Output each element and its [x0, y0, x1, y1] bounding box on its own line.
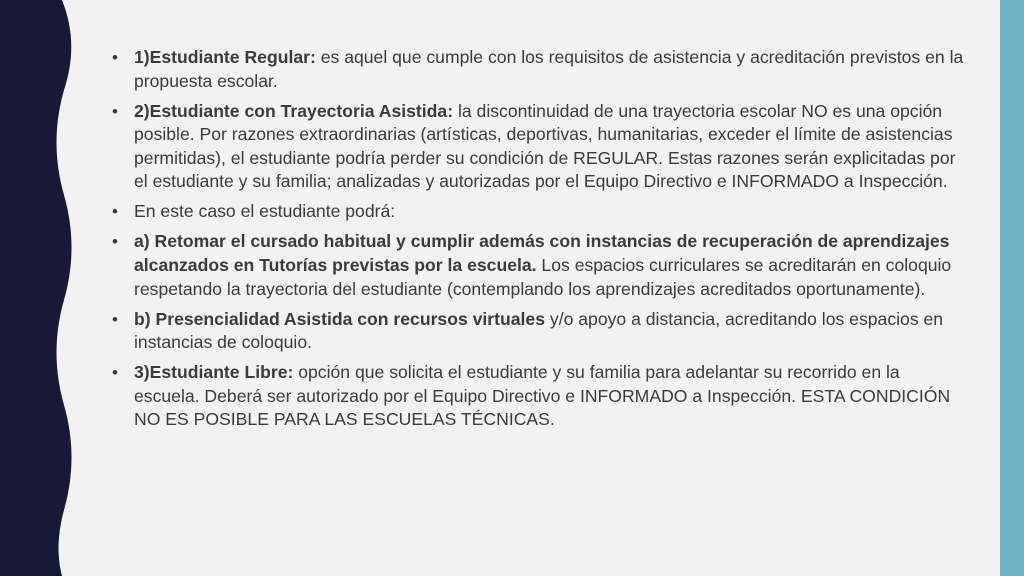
item-text: la discontinuidad de una trayectoria escolar NO es una opción posible. Por razones extraordinarias (artísticas, deportivas, humanitarias, exceder el límite de asistencias permitidas), el estudiante podría perder su condición de REGULAR. Estas razones serán explicitadas por el estudiante y su familia; analizadas y autorizadas por el Equipo Directivo e INFORMADO a Inspección.	[134, 100, 956, 192]
item-text: opción que solicita el estudiante y su familia para adelantar su recorrido en la escuela. Deberá ser autorizado por el Equipo Directivo e INFORMADO a Inspección. ESTA CONDICIÓN NO ES POSIBLE PARA LAS ESCUELAS TÉCNICAS.	[134, 362, 951, 430]
bullet-dot-icon: •	[112, 202, 118, 222]
bullet-dot-icon: •	[112, 363, 118, 383]
item-heading: 3)Estudiante Libre:	[134, 362, 294, 383]
bullet-dot-icon: •	[112, 101, 118, 121]
item-text: es aquel que cumple con los requisitos de asistencia y acreditación previstos en la propuesta escolar.	[134, 47, 964, 91]
item-text: y/o apoyo a distancia, acreditando los espacios en instancias de coloquio.	[134, 308, 944, 353]
item-heading: 1)Estudiante Regular:	[134, 47, 316, 67]
item-heading: 2)Estudiante con Trayectoria Asistida:	[134, 100, 454, 121]
list-item	[110, 100, 970, 194]
list-item	[110, 361, 970, 432]
bullet-dot-icon: •	[112, 232, 118, 252]
left-wave-decoration	[0, 0, 80, 576]
list-item	[110, 230, 970, 301]
item-text: En este caso el estudiante podrá:	[134, 201, 396, 222]
left-wave-shape	[0, 0, 72, 576]
bullet-dot-icon: •	[112, 309, 118, 329]
list-item	[110, 308, 970, 355]
item-text: Los espacios curriculares se acreditarán en coloquio respetando la trayectoria del estudiante (contemplando los aprendizajes acreditados oportunamente).	[134, 254, 952, 299]
slide-content	[110, 46, 970, 438]
bullet-list	[110, 46, 970, 432]
item-heading: a) Retomar el cursado habitual y cumplir además con instancias de recuperación de aprendizajes alcanzados en Tutorías previstas por la escuela.	[134, 231, 950, 275]
list-item	[110, 200, 970, 224]
list-item	[110, 46, 970, 93]
bullet-dot-icon: •	[112, 48, 118, 67]
right-accent-bar	[1000, 0, 1024, 576]
item-heading: b) Presencialidad Asistida con recursos virtuales	[134, 308, 546, 329]
